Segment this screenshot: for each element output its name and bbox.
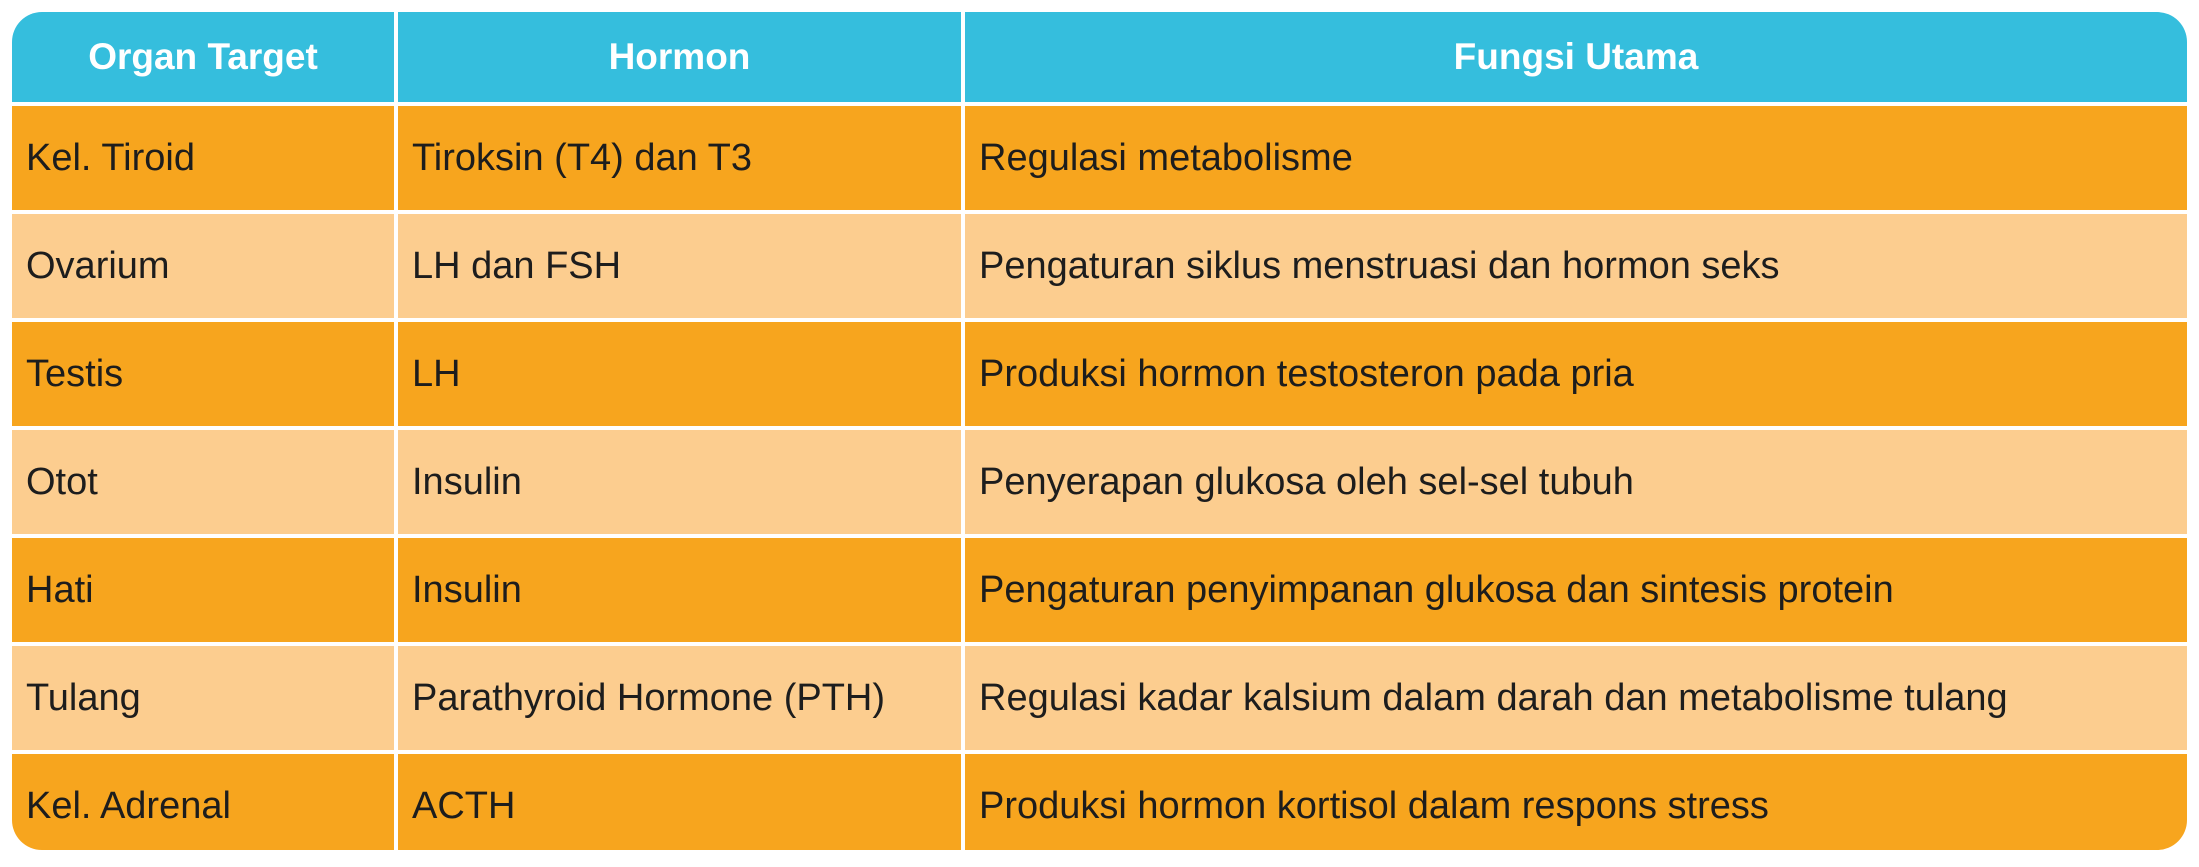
cell-hormon: Insulin [398, 538, 961, 642]
table-row [12, 214, 2187, 318]
table-row [12, 106, 2187, 210]
table-row [12, 322, 2187, 426]
cell-organ: Tulang [12, 646, 394, 750]
cell-fungsi: Regulasi metabolisme [965, 106, 2187, 210]
cell-fungsi: Penyerapan glukosa oleh sel-sel tubuh [965, 430, 2187, 534]
cell-hormon: LH [398, 322, 961, 426]
hormone-table [12, 12, 2187, 850]
table-header-row [12, 12, 2187, 102]
table-row [12, 430, 2187, 534]
cell-hormon: Tiroksin (T4) dan T3 [398, 106, 961, 210]
table-row [12, 754, 2187, 850]
header-fungsi-utama: Fungsi Utama [965, 12, 2187, 102]
cell-fungsi: Produksi hormon testosteron pada pria [965, 322, 2187, 426]
cell-fungsi: Regulasi kadar kalsium dalam darah dan metabolisme tulang [965, 646, 2187, 750]
table-row [12, 646, 2187, 750]
cell-organ: Hati [12, 538, 394, 642]
cell-fungsi: Pengaturan penyimpanan glukosa dan sintesis protein [965, 538, 2187, 642]
cell-hormon: ACTH [398, 754, 961, 850]
cell-organ: Kel. Tiroid [12, 106, 394, 210]
cell-organ: Ovarium [12, 214, 394, 318]
cell-hormon: Parathyroid Hormone (PTH) [398, 646, 961, 750]
hormone-table-container [12, 12, 2187, 850]
cell-fungsi: Pengaturan siklus menstruasi dan hormon seks [965, 214, 2187, 318]
cell-hormon: LH dan FSH [398, 214, 961, 318]
cell-fungsi: Produksi hormon kortisol dalam respons stress [965, 754, 2187, 850]
cell-hormon: Insulin [398, 430, 961, 534]
header-organ-target: Organ Target [12, 12, 394, 102]
cell-organ: Testis [12, 322, 394, 426]
header-hormon: Hormon [398, 12, 961, 102]
cell-organ: Kel. Adrenal [12, 754, 394, 850]
cell-organ: Otot [12, 430, 394, 534]
table-row [12, 538, 2187, 642]
